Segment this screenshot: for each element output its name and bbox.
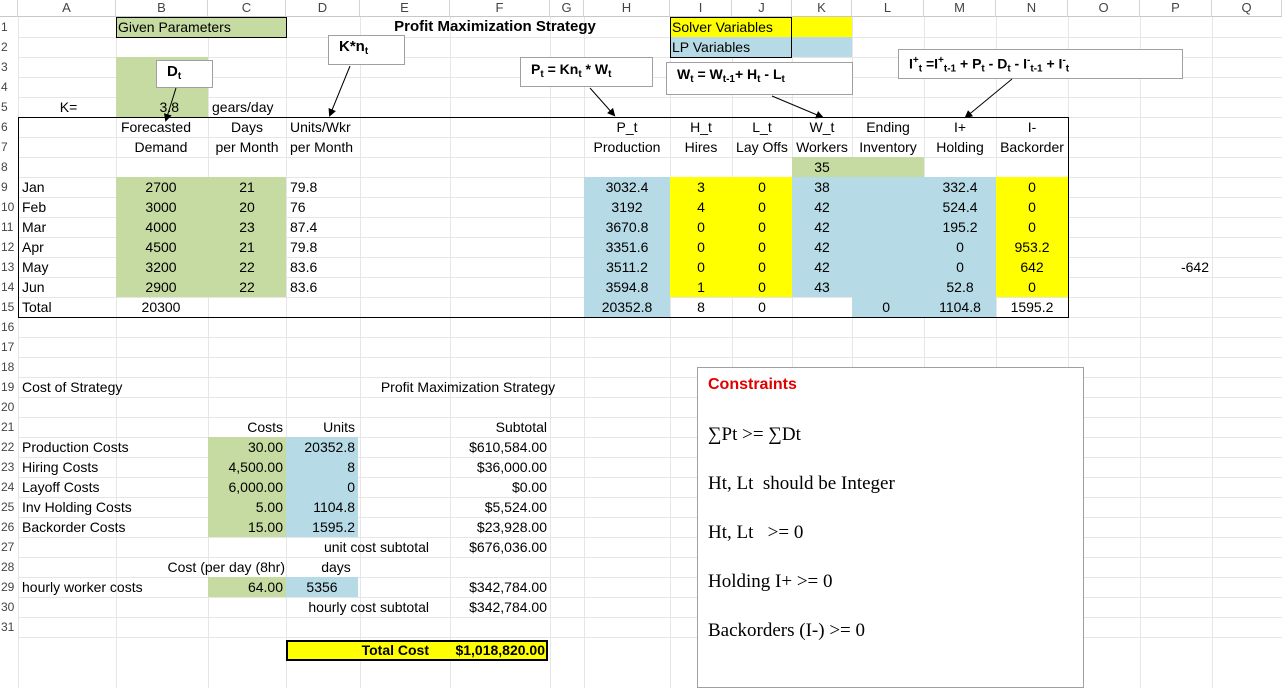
column-header-e[interactable]: E: [360, 0, 450, 17]
cost-costs-hdr: Costs: [247, 419, 283, 435]
solver-variables-label: Solver Variables: [672, 19, 773, 35]
given-params-label: Given Parameters: [118, 19, 231, 35]
month-workers[interactable]: 42: [814, 219, 830, 235]
month-units[interactable]: 79.8: [290, 179, 318, 195]
month-workers[interactable]: 38: [814, 179, 830, 195]
cost-cost[interactable]: 4,500.00: [228, 459, 283, 475]
hdr-ending: Ending: [866, 119, 910, 135]
callout-pt: $P_t = Kn_t * W_t$: [520, 57, 653, 87]
gears-per-day: gears/day: [212, 99, 274, 115]
column-header-m[interactable]: M: [924, 0, 996, 17]
month-prod[interactable]: 3670.8: [605, 219, 649, 235]
hdr-holding: Holding: [936, 139, 984, 155]
totals-ending[interactable]: 0: [882, 299, 890, 315]
hdr-lt: L_t: [752, 119, 772, 135]
hdr-wt: W_t: [809, 119, 835, 135]
month-backorder[interactable]: 953.2: [1014, 239, 1050, 255]
column-header-k[interactable]: K: [792, 0, 852, 17]
cost-units[interactable]: 1104.8: [313, 499, 355, 515]
month-holding[interactable]: 332.4: [942, 179, 978, 195]
totals-label: Total: [22, 299, 52, 315]
totals-production[interactable]: 20352.8: [601, 299, 653, 315]
callout-kn: $K*n_t$: [328, 35, 405, 65]
hourly-label: hourly worker costs: [22, 579, 143, 595]
month-prod[interactable]: 3032.4: [605, 179, 649, 195]
row-header-8[interactable]: 8: [1, 160, 8, 174]
cost-label: Hiring Costs: [22, 459, 99, 475]
row-header-21[interactable]: 21: [1, 420, 15, 434]
cost-label: Production Costs: [22, 439, 129, 455]
cost-units-hdr: Units: [323, 419, 355, 435]
column-header-d[interactable]: D: [286, 0, 360, 17]
cost-subtotal[interactable]: $23,928.00: [476, 519, 547, 535]
month-layoffs[interactable]: 0: [758, 199, 766, 215]
cost-label: Inv Holding Costs: [22, 499, 132, 515]
row-header-10[interactable]: 10: [1, 200, 15, 214]
month-prod[interactable]: 3511.2: [606, 259, 648, 275]
row-header-1[interactable]: 1: [1, 20, 8, 34]
cost-title: Cost of Strategy: [22, 379, 123, 395]
row-header-26[interactable]: 26: [1, 520, 15, 534]
row-header-31[interactable]: 31: [1, 620, 15, 634]
column-header-c[interactable]: C: [208, 0, 286, 17]
month-workers[interactable]: 42: [814, 259, 830, 275]
month-prod[interactable]: 3192: [611, 199, 643, 215]
month-demand[interactable]: 3000: [145, 199, 177, 215]
hdr-days: Days: [231, 119, 263, 135]
month-workers[interactable]: 42: [814, 239, 830, 255]
constraint-item: Backorders (I-) >= 0: [708, 620, 866, 641]
row-header-12[interactable]: 12: [1, 240, 15, 254]
cost-subtotal[interactable]: $5,524.00: [484, 499, 547, 515]
month-workers[interactable]: 42: [814, 199, 830, 215]
month-name: Jan: [22, 179, 45, 195]
row-header-29[interactable]: 29: [1, 580, 15, 594]
total-cost-value[interactable]: $1,018,820.00: [455, 642, 545, 658]
row-header-18[interactable]: 18: [1, 360, 15, 374]
column-header-j[interactable]: J: [732, 0, 792, 17]
hourly-cost[interactable]: 64.00: [247, 579, 283, 595]
cost-units[interactable]: 20352.8: [304, 439, 355, 455]
month-holding[interactable]: 0: [956, 259, 964, 275]
cost-subtotal[interactable]: $0.00: [511, 479, 547, 495]
month-name: Mar: [22, 219, 47, 235]
total-cost-label: Total Cost: [361, 642, 429, 658]
column-header-a[interactable]: A: [18, 0, 116, 17]
sheet-title: Profit Maximization Strategy: [394, 18, 596, 35]
month-hires[interactable]: 3: [697, 179, 705, 195]
column-header-p[interactable]: P: [1140, 0, 1212, 17]
cost-label: Backorder Costs: [22, 519, 126, 535]
month-hires[interactable]: 1: [697, 279, 705, 295]
month-days[interactable]: 20: [239, 199, 255, 215]
month-backorder[interactable]: 0: [1028, 279, 1036, 295]
hdr-backorder: Backorder: [1000, 139, 1064, 155]
row-header-3[interactable]: 3: [1, 60, 8, 74]
callout-it: $I^+_t =I^+_{t-1} + P_t - D_t - I^-_{t-1} + I^-_t$: [898, 49, 1183, 79]
month-units[interactable]: 83.6: [290, 259, 318, 275]
column-header-g[interactable]: G: [550, 0, 584, 17]
row-header-24[interactable]: 24: [1, 480, 15, 494]
column-header-o[interactable]: O: [1068, 0, 1140, 17]
hdr-inventory: Inventory: [859, 139, 917, 155]
month-days[interactable]: 21: [239, 239, 255, 255]
column-header-q[interactable]: Q: [1212, 0, 1282, 17]
column-header-b[interactable]: B: [116, 0, 208, 17]
row-header-5[interactable]: 5: [1, 100, 8, 114]
row-header-13[interactable]: 13: [1, 260, 15, 274]
month-units[interactable]: 83.6: [290, 279, 318, 295]
month-layoffs[interactable]: 0: [758, 239, 766, 255]
month-backorder[interactable]: 642: [1020, 259, 1044, 275]
month-layoffs[interactable]: 0: [758, 259, 766, 275]
month-hires[interactable]: 4: [697, 199, 705, 215]
month-holding[interactable]: 195.2: [942, 219, 978, 235]
cost-cost[interactable]: 30.00: [247, 439, 283, 455]
month-holding[interactable]: 52.8: [946, 279, 974, 295]
month-layoffs[interactable]: 0: [758, 179, 766, 195]
month-backorder[interactable]: 0: [1028, 179, 1036, 195]
callout-dt: $D_t$: [156, 60, 213, 88]
month-layoffs[interactable]: 0: [758, 279, 766, 295]
hdr-layoffs: Lay Offs: [736, 139, 788, 155]
hdr-iplus: I+: [953, 119, 967, 135]
hdr-production: Production: [593, 139, 661, 155]
month-units[interactable]: 76: [290, 199, 306, 215]
hdr-hires: Hires: [684, 139, 718, 155]
month-hires[interactable]: 0: [697, 259, 705, 275]
row-header-14[interactable]: 14: [1, 280, 15, 294]
row-header-9[interactable]: 9: [1, 180, 8, 194]
month-workers[interactable]: 43: [814, 279, 830, 295]
hdr-pt: P_t: [616, 119, 638, 135]
totals-hires[interactable]: 8: [697, 299, 705, 315]
hourly-cost-subtotal[interactable]: $342,784.00: [469, 599, 547, 615]
cost-cost[interactable]: 15.00: [247, 519, 283, 535]
cost-label: Layoff Costs: [22, 479, 100, 495]
cost-per-day-label: Cost (per day (8hr): [167, 559, 285, 575]
month-days[interactable]: 23: [239, 219, 255, 235]
month-units[interactable]: 87.4: [290, 219, 318, 235]
w0-value[interactable]: 35: [814, 159, 830, 175]
month-backorder[interactable]: 0: [1028, 219, 1036, 235]
unit-cost-subtotal-label: unit cost subtotal: [323, 539, 429, 555]
unit-cost-subtotal[interactable]: $676,036.00: [469, 539, 547, 555]
month-demand[interactable]: 3200: [145, 259, 177, 275]
hourly-cost-subtotal-label: hourly cost subtotal: [308, 599, 429, 615]
hdr-iminus: I-: [1027, 119, 1037, 135]
row-header-28[interactable]: 28: [1, 560, 15, 574]
totals-demand[interactable]: 20300: [141, 299, 181, 315]
month-days[interactable]: 22: [239, 279, 255, 295]
month-days[interactable]: 21: [239, 179, 255, 195]
hdr-units-per-month: per Month: [290, 139, 354, 155]
month-backorder[interactable]: 0: [1028, 199, 1036, 215]
month-demand[interactable]: 4000: [145, 219, 177, 235]
row-header-6[interactable]: 6: [1, 120, 8, 134]
cost-cost[interactable]: 5.00: [255, 499, 283, 515]
row-header-27[interactable]: 27: [1, 540, 15, 554]
hdr-forecasted: Forecasted: [120, 119, 192, 135]
month-name: Apr: [22, 239, 44, 255]
lp-variables-label: LP Variables: [672, 39, 751, 55]
constraints-box: [697, 367, 1084, 688]
callout-wt: $W_t = W_{t-1}+ H_t - L_t$: [666, 62, 853, 95]
constraint-item: Ht, Lt should be Integer: [708, 473, 895, 494]
row-header-22[interactable]: 22: [1, 440, 15, 454]
row-header-23[interactable]: 23: [1, 460, 15, 474]
row-header-20[interactable]: 20: [1, 400, 15, 414]
hourly-days[interactable]: 5356: [306, 579, 338, 595]
cost-units[interactable]: 8: [347, 459, 355, 475]
row-header-25[interactable]: 25: [1, 500, 15, 514]
cost-subtitle: Profit Maximization Strategy: [380, 379, 556, 395]
hdr-days-per-month: per Month: [215, 139, 279, 155]
hdr-workers: Workers: [796, 139, 848, 155]
totals-holding[interactable]: 1104.8: [939, 299, 981, 315]
month-holding[interactable]: 0: [956, 239, 964, 255]
hdr-ht: H_t: [690, 119, 712, 135]
hourly-subtotal[interactable]: $342,784.00: [469, 579, 547, 595]
cost-subtotal-hdr: Subtotal: [495, 419, 547, 435]
month-days[interactable]: 22: [239, 259, 255, 275]
month-demand[interactable]: 2900: [145, 279, 177, 295]
row-header-2[interactable]: 2: [1, 40, 8, 54]
month-name: Feb: [22, 199, 47, 215]
constraint-item: ∑Pt >= ∑Dt: [708, 424, 801, 445]
row-header-7[interactable]: 7: [1, 140, 8, 154]
cost-cost[interactable]: 6,000.00: [228, 479, 283, 495]
constraint-item: Holding I+ >= 0: [708, 571, 833, 592]
cost-units[interactable]: 1595.2: [312, 519, 355, 535]
cost-units[interactable]: 0: [347, 479, 355, 495]
row-header-19[interactable]: 19: [1, 380, 15, 394]
k-value: 3.8: [159, 99, 179, 115]
month-name: Jun: [22, 279, 45, 295]
cost-subtotal[interactable]: $36,000.00: [476, 459, 547, 475]
column-header-n[interactable]: N: [996, 0, 1068, 17]
totals-layoffs[interactable]: 0: [758, 299, 766, 315]
row-header-17[interactable]: 17: [1, 340, 15, 354]
side-value[interactable]: -642: [1180, 259, 1209, 275]
month-hires[interactable]: 0: [697, 219, 705, 235]
row-header-4[interactable]: 4: [1, 80, 8, 94]
month-hires[interactable]: 0: [697, 239, 705, 255]
row-header-16[interactable]: 16: [1, 320, 15, 334]
hdr-demand: Demand: [134, 139, 188, 155]
constraints-title: Constraints: [708, 376, 797, 393]
cost-subtotal[interactable]: $610,584.00: [469, 439, 547, 455]
column-header-f[interactable]: F: [450, 0, 550, 17]
row-header-11[interactable]: 11: [1, 220, 14, 234]
k-label: K=: [59, 99, 78, 115]
row-header-30[interactable]: 30: [1, 600, 15, 614]
month-prod[interactable]: 3351.6: [605, 239, 649, 255]
month-name: May: [22, 259, 49, 275]
column-header-l[interactable]: L: [852, 0, 924, 17]
column-header-i[interactable]: I: [670, 0, 732, 17]
month-holding[interactable]: 524.4: [942, 199, 978, 215]
month-units[interactable]: 79.8: [290, 239, 318, 255]
totals-backorder[interactable]: 1595.2: [1010, 299, 1054, 315]
month-layoffs[interactable]: 0: [758, 219, 766, 235]
constraint-item: Ht, Lt >= 0: [708, 522, 804, 543]
column-header-h[interactable]: H: [584, 0, 670, 17]
month-demand[interactable]: 4500: [145, 239, 177, 255]
month-demand[interactable]: 2700: [145, 179, 177, 195]
hdr-units-wkr: Units/Wkr: [290, 119, 351, 135]
row-header-15[interactable]: 15: [1, 300, 15, 314]
days-label: days: [321, 559, 351, 575]
month-prod[interactable]: 3594.8: [605, 279, 649, 295]
